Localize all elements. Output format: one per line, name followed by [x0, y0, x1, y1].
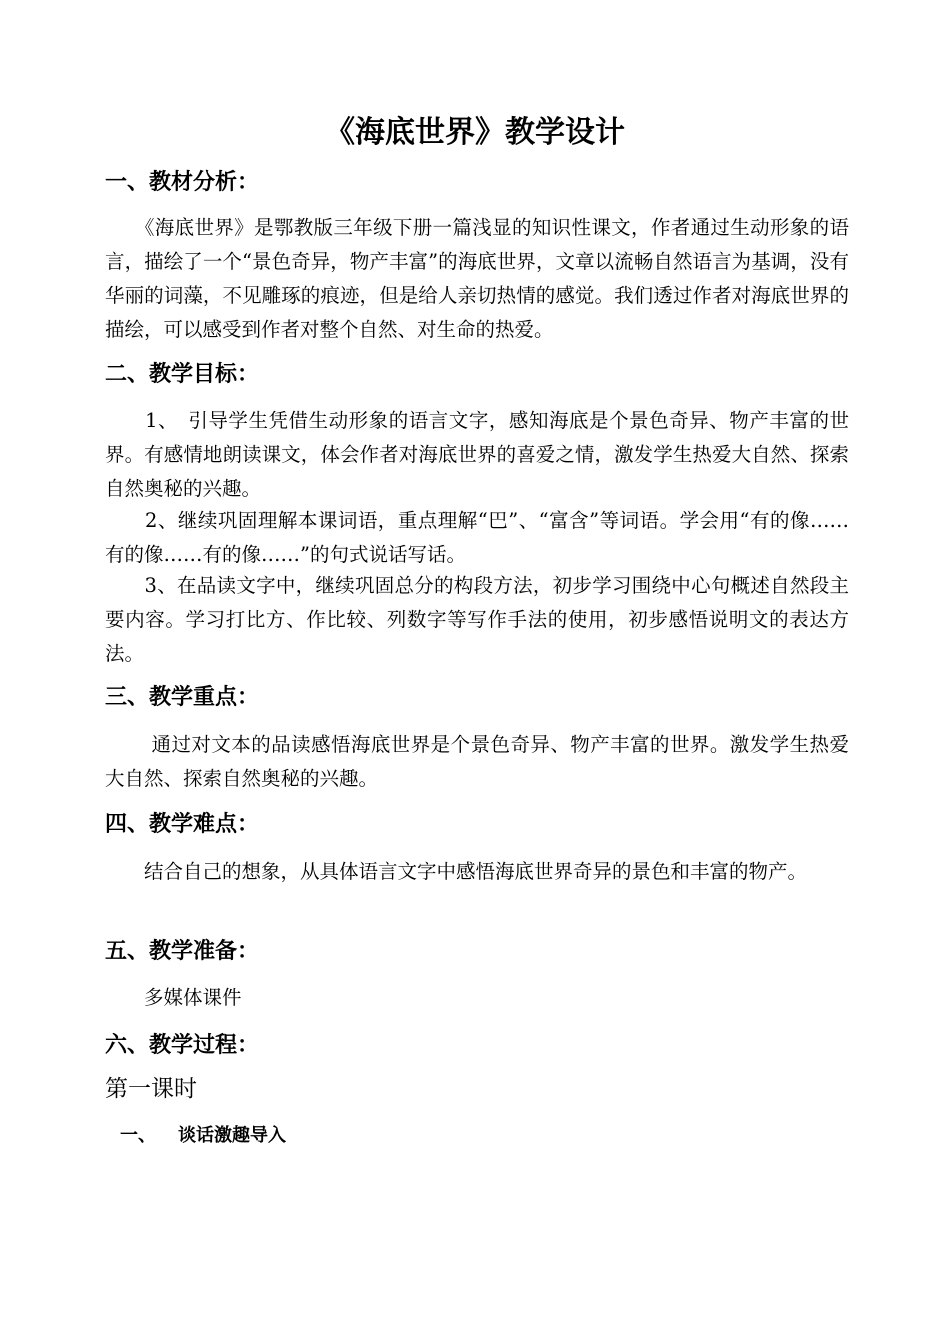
heading-difficulties: 四、教学难点： — [105, 812, 260, 837]
goal-item-3: 3、在品读文字中，继续巩固总分的构段方法，初步学习围绕中心句概述自然段主要内容。学习打比方、作比较、列数字等写作手法的使用，初步感悟说明文的表达方法。 — [105, 574, 849, 665]
paragraph-analysis: 《海底世界》是鄂教版三年级下册一篇浅显的知识性课文，作者通过生动形象的语言，描绘了一个“景色奇异，物产丰富”的海底世界，文章以流畅自然语言为基调，没有华丽的词藻，不见雕琢的痕迹，但是给人亲切热情的感觉。我们透过作者对海底世界的描绘，可以感受到作者对整个自然、对生命的热爱。 — [105, 216, 849, 341]
heading-key-points: 三、教学重点： — [105, 685, 260, 710]
paragraph-preparation: 多媒体课件 — [105, 986, 242, 1009]
heading-goals: 二、教学目标： — [105, 362, 260, 387]
paragraph-key-points: 通过对文本的品读感悟海底世界是个景色奇异、物产丰富的世界。激发学生热爱大自然、探索自然奥秘的兴趣。 — [105, 733, 849, 790]
goal-item-2: 2、继续巩固理解本课词语，重点理解“巴”、“富含”等词语。学会用“有的像……有的像……有的像……”的句式说话写话。 — [105, 509, 849, 566]
document-title: 《海底世界》教学设计 — [325, 115, 625, 150]
goal-item-1: 1、 引导学生凭借生动形象的语言文字，感知海底是个景色奇异、物产丰富的世界。有感情地朗读课文，体会作者对海底世界的喜爱之情，激发学生热爱大自然、探索自然奥秘的兴趣。 — [105, 409, 849, 500]
heading-preparation: 五、教学准备： — [105, 939, 260, 964]
heading-analysis: 一、教材分析： — [105, 170, 260, 195]
step-label: 谈话激趣导入 — [178, 1125, 286, 1146]
heading-process: 六、教学过程： — [105, 1033, 260, 1058]
step-number: 一、 — [120, 1125, 156, 1146]
lesson-title: 第一课时 — [105, 1076, 197, 1102]
paragraph-difficulties: 结合自己的想象，从具体语言文字中感悟海底世界奇异的景色和丰富的物产。 — [105, 860, 808, 883]
lesson-step-1 — [120, 1120, 286, 1152]
